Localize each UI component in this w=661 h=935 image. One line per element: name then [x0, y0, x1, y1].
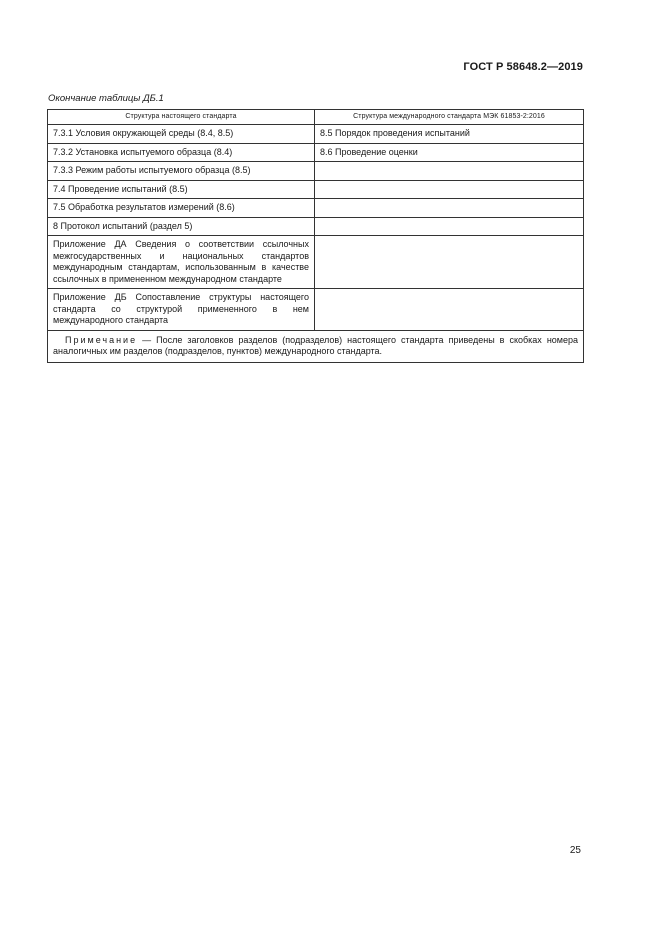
- structure-comparison-table: [47, 109, 584, 363]
- table-cell: 7.3.2 Установка испытуемого образца (8.4): [48, 143, 315, 162]
- table-header-row: [48, 110, 584, 125]
- document-designation: ГОСТ Р 58648.2—2019: [463, 61, 583, 73]
- note-text: — После заголовков разделов (подразделов) настоящего стандарта приведены в скобках номера аналогичных им разделов (подразделов, пунктов) международного стандарта.: [53, 334, 578, 356]
- table-cell: 7.3.1 Условия окружающей среды (8.4, 8.5): [48, 125, 315, 144]
- table-cell: 8.6 Проведение оценки: [315, 143, 584, 162]
- table-row: [48, 289, 584, 331]
- table-cell: [315, 236, 584, 289]
- table-cell: 7.3.3 Режим работы испытуемого образца (8.5): [48, 162, 315, 181]
- table-row: [48, 143, 584, 162]
- table-cell: [315, 199, 584, 218]
- column-header-international: Структура международного стандарта МЭК 61853-2:2016: [315, 110, 584, 125]
- table-cell: [315, 289, 584, 331]
- table-cell: 7.5 Обработка результатов измерений (8.6): [48, 199, 315, 218]
- table-caption: Окончание таблицы ДБ.1: [48, 93, 164, 104]
- table-note: [48, 330, 584, 362]
- table-row: [48, 162, 584, 181]
- table-row: [48, 180, 584, 199]
- table-cell: [315, 180, 584, 199]
- column-header-national: Структура настоящего стандарта: [48, 110, 315, 125]
- table-cell: Приложение ДА Сведения о соответствии ссылочных межгосударственных и национальных стандартов международным стандартам, использованным в качестве ссылочных в примененном международном стандарте: [48, 236, 315, 289]
- table-row: [48, 125, 584, 144]
- table-cell: [315, 217, 584, 236]
- table-row: [48, 236, 584, 289]
- table-cell: [315, 162, 584, 181]
- table-cell: 8 Протокол испытаний (раздел 5): [48, 217, 315, 236]
- table-cell: 8.5 Порядок проведения испытаний: [315, 125, 584, 144]
- table-row: [48, 199, 584, 218]
- table-cell: Приложение ДБ Сопоставление структуры настоящего стандарта со структурой примененного в нем международного стандарта: [48, 289, 315, 331]
- page-number: 25: [569, 845, 581, 856]
- note-label: Примечание: [65, 334, 138, 345]
- table-row: [48, 217, 584, 236]
- table-note-row: [48, 330, 584, 362]
- table-cell: 7.4 Проведение испытаний (8.5): [48, 180, 315, 199]
